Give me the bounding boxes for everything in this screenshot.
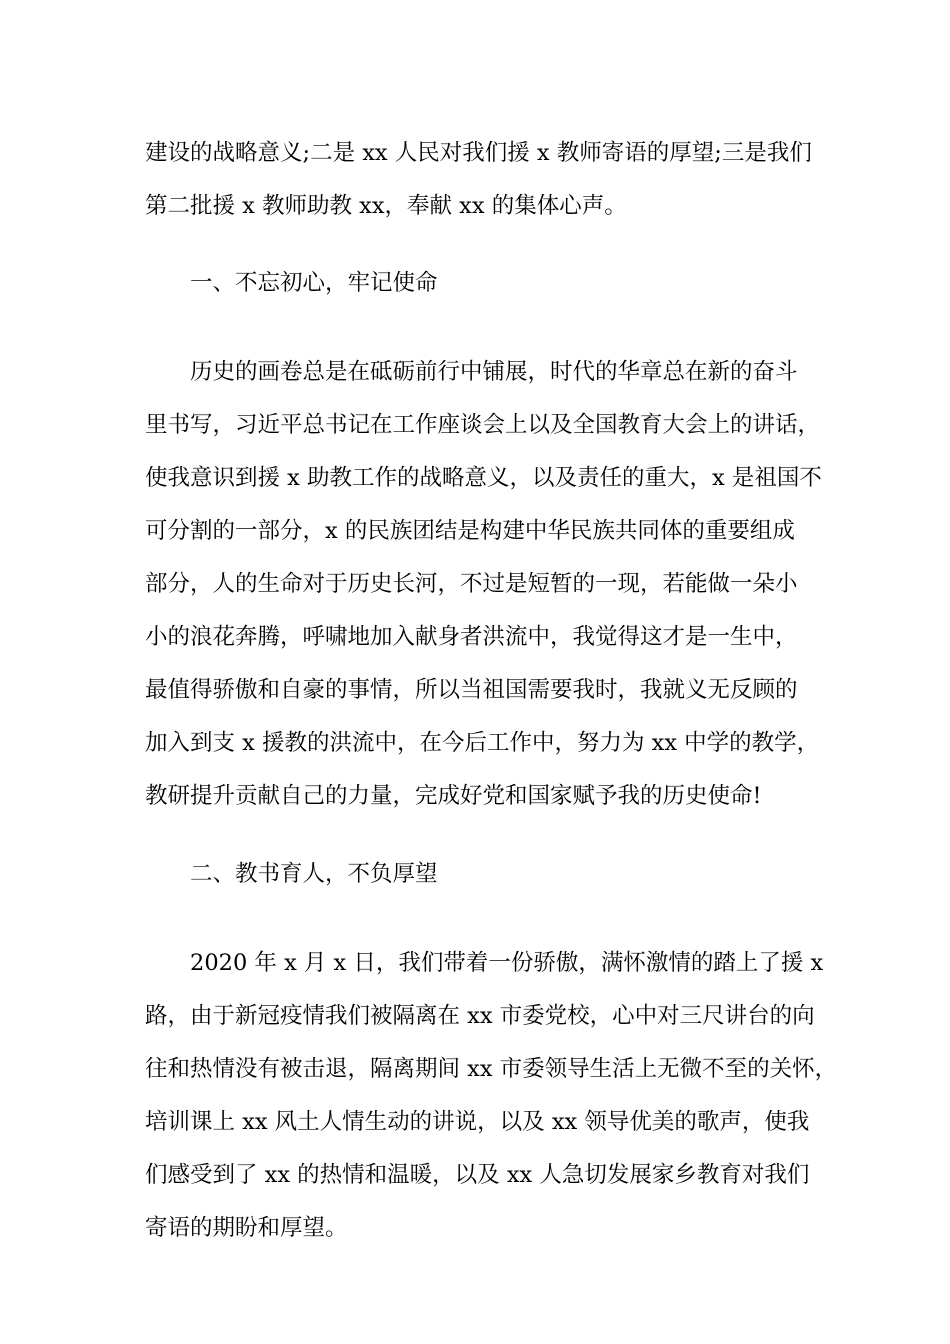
- section1-line-6: 小的浪花奔腾，呼啸地加入献身者洪流中，我觉得这才是一生中，: [145, 624, 798, 650]
- section2-line-5: 们感受到了 xx 的热情和温暖，以及 xx 人急切发展家乡教育对我们: [145, 1162, 810, 1188]
- section1-line-4: 可分割的一部分，x 的民族团结是构建中华民族共同体的重要组成: [145, 518, 795, 544]
- section2-line-4: 培训课上 xx 风土人情生动的讲说，以及 xx 领导优美的歌声，使我: [145, 1109, 810, 1135]
- section1-line-9: 教研提升贡献自己的力量，完成好党和国家赋予我的历史使命!: [145, 783, 762, 809]
- section1-line-1: 历史的画卷总是在砥砺前行中铺展，时代的华章总在新的奋斗: [190, 359, 798, 385]
- intro-line-1: 建设的战略意义;二是 xx 人民对我们援 x 教师寄语的厚望;三是我们: [145, 140, 812, 166]
- section1-line-3: 使我意识到援 x 助教工作的战略意义，以及责任的重大，x 是祖国不: [145, 465, 822, 491]
- section2-line-2: 路，由于新冠疫情我们被隔离在 xx 市委党校，心中对三尺讲台的向: [145, 1003, 815, 1029]
- section2-line-1: 2020 年 x 月 x 日，我们带着一份骄傲，满怀激情的踏上了援 x: [190, 950, 824, 976]
- section2-heading: 二、教书育人，不负厚望: [190, 861, 438, 887]
- intro-line-2: 第二批援 x 教师助教 xx，奉献 xx 的集体心声。: [145, 193, 627, 219]
- section2-line-3: 往和热情没有被击退，隔离期间 xx 市委领导生活上无微不至的关怀，: [145, 1056, 838, 1082]
- section2-line-6: 寄语的期盼和厚望。: [145, 1215, 348, 1241]
- section1-line-8: 加入到支 x 援教的洪流中，在今后工作中，努力为 xx 中学的教学，: [145, 730, 820, 756]
- section1-line-7: 最值得骄傲和自豪的事情，所以当祖国需要我时，我就义无反顾的: [145, 677, 798, 703]
- section1-line-5: 部分，人的生命对于历史长河，不过是短暂的一现，若能做一朵小: [145, 571, 798, 597]
- section1-heading: 一、不忘初心，牢记使命: [190, 270, 438, 296]
- section1-line-2: 里书写，习近平总书记在工作座谈会上以及全国教育大会上的讲话，: [145, 412, 821, 438]
